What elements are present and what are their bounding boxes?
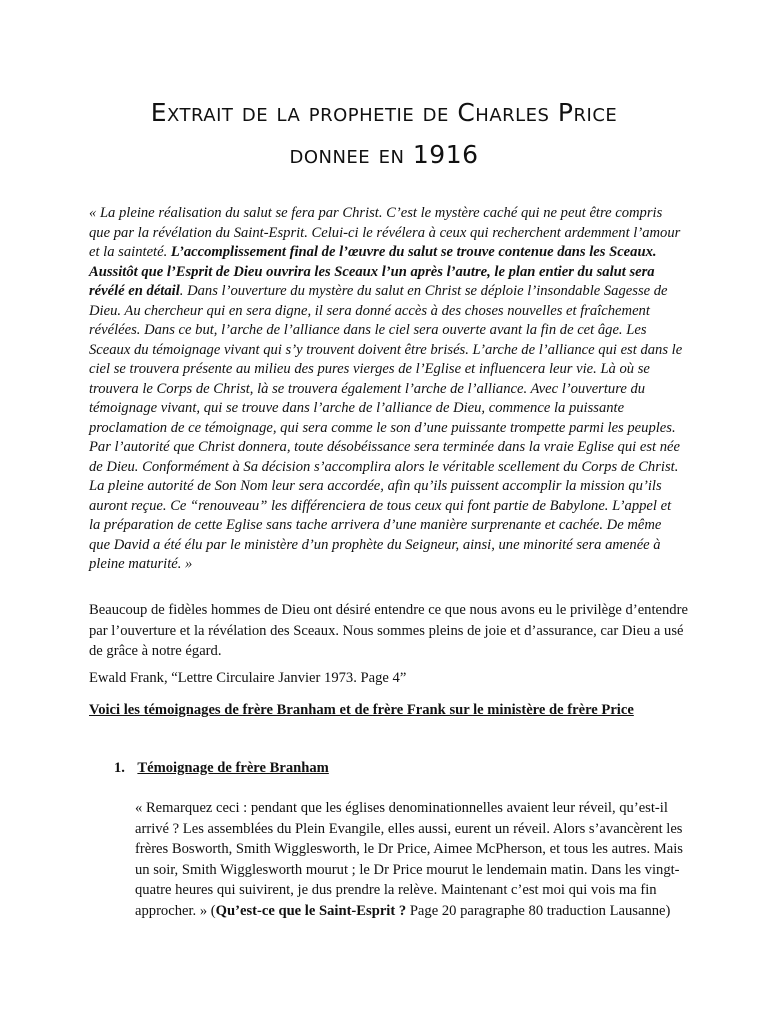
testimony-text-part-1: « Remarquez ceci : pendant que les églises denominationnelles avaient leur réveil, qu’est-il arrivé ? Les assemblées du Plein Evangile, elles aussi, eurent un réveil. Alors s’avancèrent les frères Bosworth, Smith Wigglesworth, le Dr Price, Aimee McPherson, et tous les autres. Mais un soir, Smith Wigglesworth mourut ; le Dr Price mourut le lendemain matin. Dans les vingt-quatre heures qui suivirent, je dus prendre la relève. Maintenant c’est moi qui vois ma fin approcher. » ( [135,800,683,919]
citation-paragraph: Ewald Frank, “Lettre Circulaire Janvier 1973. Page 4” [89,670,407,686]
quote-bold-passage: L’accomplissement final de l’œuvre du salut se trouve contenue dans les Sceaux. Aussitôt que l’Esprit de Dieu ouvrira les Sceaux l’un après l’autre, le plan entier du salut sera révélé en détail [89,244,657,299]
title-line-2: donnee en 1916 [289,140,479,169]
list-number: 1. [114,760,125,776]
prophecy-quote [89,204,683,575]
section-heading: Voici les témoignages de frère Branham et de frère Frank sur le ministère de frère Price [89,702,634,718]
list-item [114,758,329,778]
testimony-text [135,798,693,921]
document-title [40,92,728,176]
quote-text-part-2: . Dans l’ouverture du mystère du salut en Christ se déploie l’insondable Sagesse de Dieu. Au chercheur qui en sera digne, il sera donné accès à des choses nouvelles et fraîchement révélées. Dans ce but, l’arche de l’alliance dans le ciel sera ouverte avant la fin de cet âge. Les Sceaux du témoignage vivant qui s’y trouvent doivent être brisés. L’arche de l’alliance qui est dans le ciel se trouvera présente au milieu des pures vierges de l’Eglise et influencera leur vie. Là où se trouvera le Corps de Christ, là se trouvera également l’arche de l’alliance. Avec l’ouverture du témoignage vivant, qui se trouve dans l’arche de l’alliance de Dieu, commence la puissante proclamation de ce témoignage, qui sera comme le son d’une puissante trompette parmi les peuples. Par l’autorité que Christ donnera, toute désobéissance sera terminée dans la vraie Eglise qui est née de Dieu. Conformément à Sa décision s’accomplira alors le véritable scellement du Corps de Christ. La pleine autorité de Son Nom leur sera accordée, afin qu’ils puissent accomplir la mission qu’ils auront reçue. Ce “renouveau” les différenciera de tous ceux qui font partie de Babylone. L’appel et la préparation de cette Eglise sans tache arrivera d’une manière surprenante et cachée. De même que David a été élu par le ministère d’un prophète du Seigneur, ainsi, une minorité sera amenée à pleine maturité. » [89,283,683,572]
title-line-1: Extrait de la prophetie de Charles Price [150,98,618,127]
testimony-text-part-2: Page 20 paragraphe 80 traduction Lausanne) [406,902,671,919]
testimony-book-title: Qu’est-ce que le Saint-Esprit ? [215,902,407,919]
commentary-paragraph: Beaucoup de fidèles hommes de Dieu ont désiré entendre ce que nous avons eu le privilège d’entendre par l’ouverture et la révélation des Sceaux. Nous sommes pleins de joie et d’assurance, car Dieu a usé de grâce à notre égard. [89,602,688,659]
quote-text-part-1: « La pleine réalisation du salut se fera par Christ. C’est le mystère caché qui ne peut être compris que par la révélation du Saint-Esprit. Celui-ci le révélera à ceux qui recherchent ardemment l’amour et la sainteté. [89,205,681,260]
list-item-label: Témoignage de frère Branham [137,760,329,776]
